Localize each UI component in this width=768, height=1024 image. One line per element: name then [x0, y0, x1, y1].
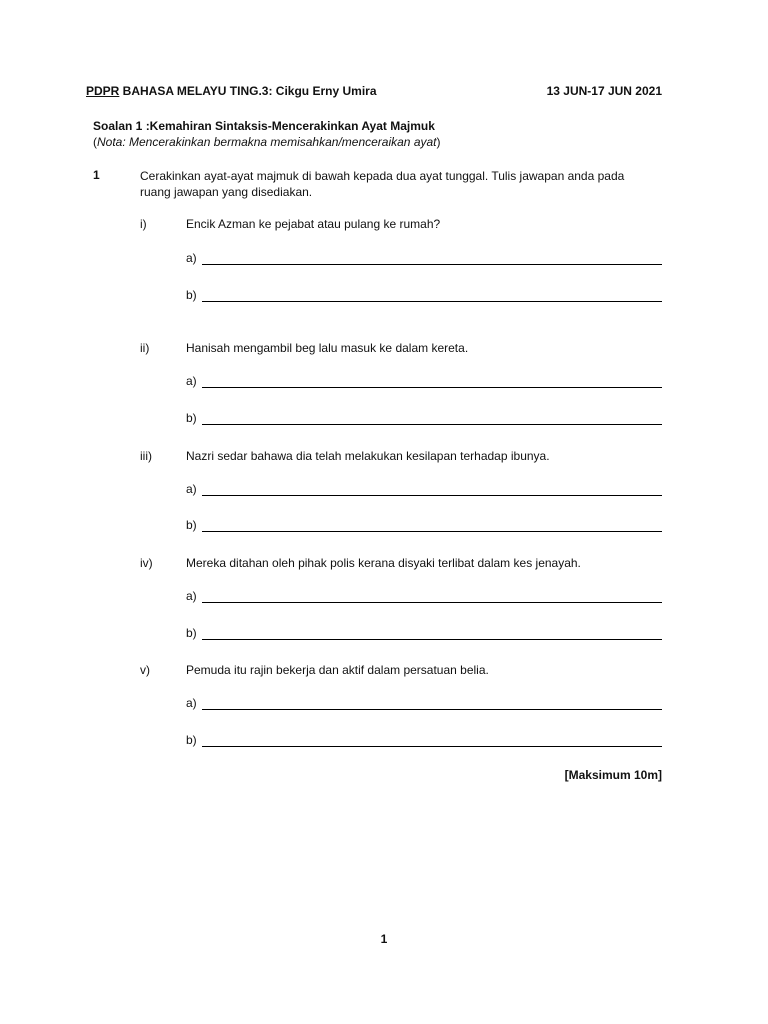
header-date: 13 JUN-17 JUN 2021 [546, 84, 662, 98]
answer-underline [202, 424, 662, 425]
question-instruction: Cerakinkan ayat-ayat majmuk di bawah kepada dua ayat tunggal. Tulis jawapan anda pada ruang jawapan yang disediakan. [140, 169, 625, 199]
answer-underline [202, 264, 662, 265]
answer-line-b[interactable] [186, 733, 662, 749]
item-sentence: Hanisah mengambil beg lalu masuk ke dalam kereta. [186, 341, 469, 355]
answer-label-b: b) [186, 733, 197, 747]
item-number: i) [140, 217, 147, 231]
note-close-paren: ) [436, 135, 441, 149]
answer-underline [202, 387, 662, 388]
item-number: iv) [140, 556, 153, 570]
answer-underline [202, 639, 662, 640]
item-sentence: Encik Azman ke pejabat atau pulang ke rumah? [186, 217, 441, 231]
answer-label-a: a) [186, 374, 197, 388]
note-text: Nota: Mencerakinkan bermakna memisahkan/menceraikan ayat [97, 135, 437, 149]
answer-underline [202, 602, 662, 603]
header-pdpr: PDPR [86, 84, 120, 98]
answer-label-a: a) [186, 589, 197, 603]
answer-underline [202, 301, 662, 302]
answer-line-b[interactable] [186, 626, 662, 642]
answer-underline [202, 709, 662, 710]
question-number: 1 [93, 168, 100, 182]
answer-line-a[interactable] [186, 374, 662, 390]
answer-line-b[interactable] [186, 411, 662, 427]
answer-label-a: a) [186, 482, 197, 496]
item-sentence: Nazri sedar bahawa dia telah melakukan kesilapan terhadap ibunya. [186, 449, 550, 463]
answer-line-a[interactable] [186, 696, 662, 712]
answer-label-b: b) [186, 411, 197, 425]
page-number: 1 [380, 932, 388, 946]
section-note [93, 135, 441, 149]
header-subject-text: BAHASA MELAYU TING.3: Cikgu Erny Umira [119, 84, 377, 98]
section-title: Soalan 1 :Kemahiran Sintaksis-Mencerakinkan Ayat Majmuk [93, 119, 435, 133]
answer-label-b: b) [186, 288, 197, 302]
answer-line-b[interactable] [186, 518, 662, 534]
item-sentence: Mereka ditahan oleh pihak polis kerana disyaki terlibat dalam kes jenayah. [186, 556, 581, 570]
answer-label-a: a) [186, 251, 197, 265]
note-open-paren: ( [93, 135, 97, 149]
answer-line-a[interactable] [186, 589, 662, 605]
item-number: ii) [140, 341, 150, 355]
page-header [86, 84, 662, 100]
header-subject [86, 84, 377, 98]
answer-underline [202, 495, 662, 496]
answer-line-b[interactable] [186, 288, 662, 304]
answer-line-a[interactable] [186, 482, 662, 498]
answer-line-a[interactable] [186, 251, 662, 267]
item-number: v) [140, 663, 150, 677]
answer-label-b: b) [186, 518, 197, 532]
item-sentence: Pemuda itu rajin bekerja dan aktif dalam persatuan belia. [186, 663, 489, 677]
answer-underline [202, 746, 662, 747]
max-marks: [Maksimum 10m] [564, 768, 662, 782]
answer-label-a: a) [186, 696, 197, 710]
answer-underline [202, 531, 662, 532]
answer-label-b: b) [186, 626, 197, 640]
item-number: iii) [140, 449, 152, 463]
